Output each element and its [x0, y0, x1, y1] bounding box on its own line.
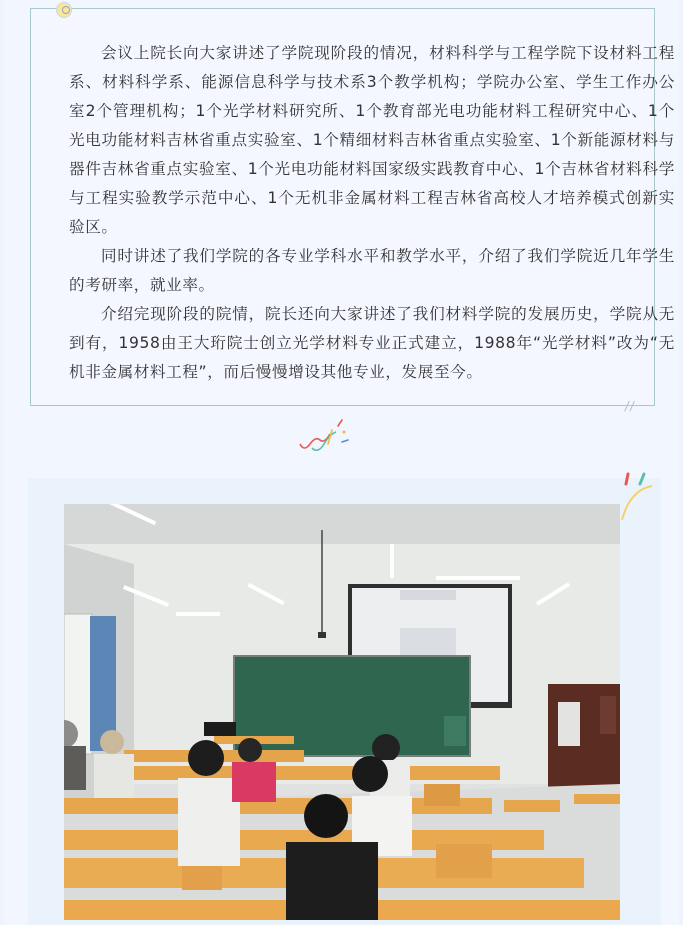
confetti-squiggle-icon	[298, 418, 352, 458]
paragraph-1: 会议上院长向大家讲述了学院现阶段的情况，材料科学与工程学院下设材料工程系、材料科学系、能源信息科学与技术系3个教学机构；学院办公室、学生工作办公室2个管理机构；1个光学材料研究所、1个教育部光电功能材料工程研究中心、1个光电功能材料吉林省重点实验室、1个精细材料吉林省重点实验室、1个新能源材料与器件吉林省重点实验室、1个光电功能材料国家级实践教育中心、1个吉林省材料科学与工程实验教学示范中心、1个无机非金属材料工程吉林省高校人才培养模式创新实验区。	[69, 44, 675, 236]
classroom-photo	[64, 504, 620, 920]
confetti-burst-icon	[616, 468, 664, 528]
text-card	[30, 8, 675, 413]
article-body	[69, 39, 675, 387]
yellow-dot-icon	[56, 2, 72, 18]
corner-slash-icon: //	[623, 399, 634, 413]
paragraph-2: 同时讲述了我们学院的各专业学科水平和教学水平，介绍了我们学院近几年学生的考研率，就业率。	[69, 247, 675, 294]
paragraph-3: 介绍完现阶段的院情，院长还向大家讲述了我们材料学院的发展历史，学院从无到有，1958由王大珩院士创立光学材料专业正式建立，1988年“光学材料”改为“无机非金属材料工程”，而后慢慢增设其他专业，发展至今。	[69, 305, 675, 381]
